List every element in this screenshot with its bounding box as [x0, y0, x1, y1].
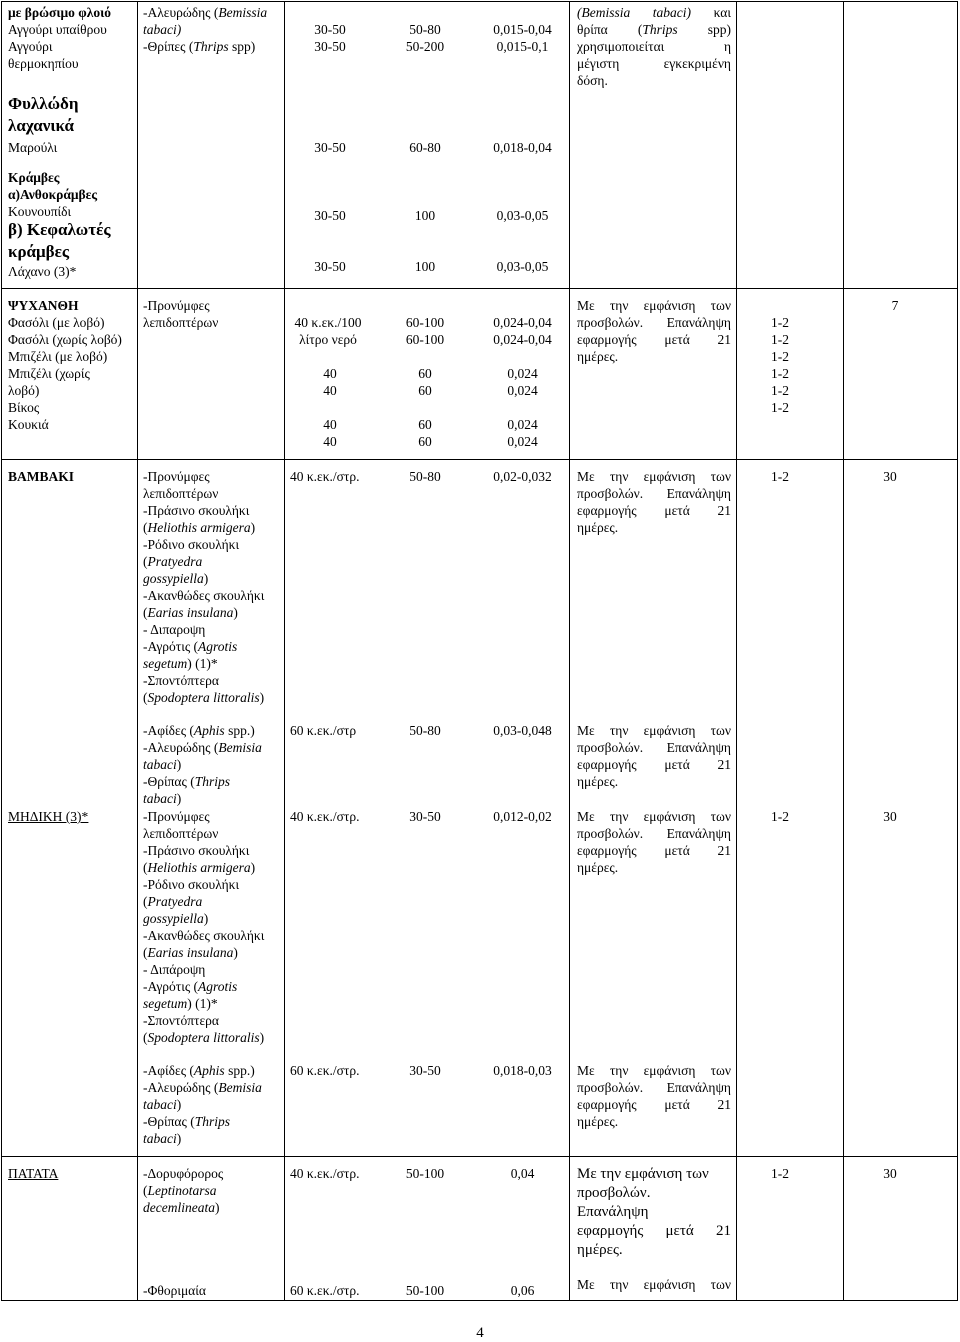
pest-name: -Πράσινο σκουλήκι [143, 843, 250, 858]
application-note: (Bemissia tabaci) και θρίπα (Thrips spp) χρησιμοποιείται η μέγιστη εγκεκριμένη δόση. [577, 5, 731, 88]
crop-category: ΜΗΔΙΚΗ (3)* [8, 809, 89, 824]
pest-name: gossypiella) [143, 911, 209, 926]
pest-name: -Αφίδες (Aphis spp.) [143, 723, 255, 738]
crop-name: λοβό) [8, 383, 40, 398]
crop-category: λαχανικά [8, 116, 74, 135]
spray-volume: 50-80 [409, 22, 441, 37]
spray-volume: 50-200 [405, 39, 445, 54]
column-divider [569, 1, 570, 1301]
preharvest-interval: 30 [883, 809, 897, 824]
dose-per-100l: 30-50 [314, 140, 346, 155]
pest-name: -Ακανθώδες σκουλήκι [143, 588, 265, 603]
pest-name: (Pratyedra [143, 894, 203, 909]
active-ingredient: 0,015-0,1 [496, 39, 549, 54]
row-divider [1, 288, 958, 289]
spray-volume: 50-100 [405, 1166, 445, 1181]
active-ingredient: 0,015-0,04 [493, 22, 552, 37]
column-divider [137, 1, 138, 1301]
dose-per-stremma: 40 κ.εκ./στρ. [290, 469, 360, 484]
active-ingredient: 0,018-0,03 [493, 1063, 552, 1078]
pest-name: -Προνύμφες [143, 809, 210, 824]
pest-name: -Προνύμφες [143, 298, 210, 313]
number-of-applications: 1-2 [771, 809, 789, 824]
active-ingredient: 0,03-0,05 [496, 208, 549, 223]
preharvest-interval: 30 [883, 1166, 897, 1181]
spray-volume: 50-100 [405, 1283, 445, 1298]
active-ingredient: 0,018-0,04 [493, 140, 552, 155]
crop-name: Λάχανο (3)* [8, 264, 77, 279]
application-note: Με την εμφάνιση των προσβολών. Επανάληψη εφαρμογής μετά 21 ημέρες. [577, 1063, 731, 1129]
active-ingredient: 0,02-0,032 [493, 469, 552, 484]
active-ingredient: 0,024-0,04 [493, 332, 552, 347]
application-note: Με την εμφάνιση των [577, 1277, 731, 1292]
spray-volume: 60-80 [409, 140, 441, 155]
pest-name: -Αγρότις (Agrotis [143, 639, 238, 654]
active-ingredient: 0,024 [507, 417, 538, 432]
crop-name: Μπιζέλι (με λοβό) [8, 349, 108, 364]
spray-volume: 100 [414, 208, 436, 223]
spray-volume: 50-80 [409, 469, 441, 484]
application-note: Με την εμφάνιση των προσβολών. Επανάληψη εφαρμογής μετά 21 ημέρες. [577, 298, 731, 364]
crop-category: ΒΑΜΒΑΚΙ [8, 469, 75, 484]
pest-name: -Αγρότις (Agrotis [143, 979, 238, 994]
pest-name: λεπιδοπτέρων [143, 826, 219, 841]
pest-name: -Φθοριμαία [143, 1283, 206, 1298]
preharvest-interval: 30 [883, 469, 897, 484]
application-note: Με την εμφάνιση των προσβολών. Επανάληψη εφαρμογής μετά 21 ημέρες. [577, 723, 731, 789]
number-of-applications: 1-2 [771, 366, 789, 381]
dose-per-100l: 30-50 [314, 22, 346, 37]
spray-volume: 30-50 [409, 1063, 441, 1078]
pest-name: -Προνύμφες [143, 469, 210, 484]
page-number: 4 [476, 1325, 484, 1341]
pest-latin: Thrips [193, 39, 229, 54]
dose-per-100l: 40 [323, 383, 337, 398]
spray-volume: 30-50 [409, 809, 441, 824]
spray-volume: 60 [418, 434, 432, 449]
pest-name: segetum) (1)* [143, 656, 218, 671]
dose-per-stremma: 40 κ.εκ./στρ. [290, 809, 360, 824]
active-ingredient: 0,024-0,04 [493, 315, 552, 330]
pest-name: -Αλευρώδης (Bemisia [143, 1080, 262, 1095]
active-ingredient: 0,024 [507, 383, 538, 398]
active-ingredient: 0,03-0,05 [496, 259, 549, 274]
pest-name: -Αλευρώδης (Bemisia [143, 740, 262, 755]
pest-name: -Θρίπας (Thrips [143, 774, 231, 789]
crop-subcategory: β) Κεφαλωτές [8, 220, 111, 239]
dose-per-100l: 40 [323, 417, 337, 432]
spray-volume: 60-100 [405, 315, 445, 330]
pest-name: gossypiella) [143, 571, 209, 586]
dose-per-100l: 40 κ.εκ./100 [294, 315, 362, 330]
crop-name: Μπιζέλι (χωρίς [8, 366, 90, 381]
pest-name: λεπιδοπτέρων [143, 486, 219, 501]
crop-category: ΠΑΤΑΤΑ [8, 1166, 59, 1181]
number-of-applications: 1-2 [771, 400, 789, 415]
pest-name: tabaci) [143, 757, 182, 772]
pest-name: (Heliothis armigera) [143, 860, 256, 875]
dose-per-100l: 40 [323, 434, 337, 449]
crop-name: Αγγούρι [8, 39, 53, 54]
crop-name: Μαρούλι [8, 140, 58, 155]
pest-latin: tabaci) [143, 22, 182, 37]
column-divider [736, 1, 737, 1301]
column-divider [284, 1, 285, 1301]
pest-name: -Πράσινο σκουλήκι [143, 503, 250, 518]
pest-name: -Θρίπας (Thrips [143, 1114, 231, 1129]
dose-per-stremma: 40 κ.εκ./στρ. [290, 1166, 360, 1181]
crop-subcategory: α)Ανθοκράμβες [8, 187, 98, 202]
dose-per-100l: 30-50 [314, 259, 346, 274]
crop-name: Κουκιά [8, 417, 49, 432]
crop-name: Κουνουπίδι [8, 204, 72, 219]
pest-name: tabaci) [143, 1131, 182, 1146]
active-ingredient: 0,024 [507, 366, 538, 381]
pest-name: -Αλευρώδης (Bemissia [143, 5, 268, 20]
spray-volume: 100 [414, 259, 436, 274]
crop-category: Κράμβες [8, 170, 60, 185]
pest-latin: Bemissia [218, 5, 268, 20]
crop-category: ΨΥΧΑΝΘΗ [8, 298, 79, 313]
crop-name: με βρώσιμο φλοιό [8, 5, 112, 20]
pest-name: segetum) (1)* [143, 996, 218, 1011]
number-of-applications: 1-2 [771, 1166, 789, 1181]
number-of-applications: 1-2 [771, 383, 789, 398]
pest-name: (Earias insulana) [143, 945, 238, 960]
pest-name: (Pratyedra [143, 554, 203, 569]
pest-name: -Θρίπες (Thrips spp) [143, 39, 256, 54]
pest-name: tabaci) [143, 791, 182, 806]
pest-name: tabaci) [143, 1097, 182, 1112]
active-ingredient: 0,06 [510, 1283, 535, 1298]
crop-name: Φασόλι (χωρίς λοβό) [8, 332, 122, 347]
preharvest-interval: 7 [891, 298, 899, 313]
number-of-applications: 1-2 [771, 332, 789, 347]
dose-per-100l: λίτρο νερό [299, 332, 357, 347]
crop-category: Φυλλώδη [8, 94, 79, 113]
spray-volume: 60 [418, 383, 432, 398]
row-divider [1, 1156, 958, 1157]
dose-per-stremma: 60 κ.εκ./στρ [290, 723, 357, 738]
pest-name: -Δορυφόρορος [143, 1166, 224, 1181]
pest-name: -Σποντόπτερα [143, 673, 219, 688]
spray-volume: 60 [418, 417, 432, 432]
crop-name: Φασόλι (με λοβό) [8, 315, 105, 330]
dose-per-stremma: 60 κ.εκ./στρ. [290, 1063, 360, 1078]
pest-name: λεπιδοπτέρων [143, 315, 219, 330]
application-note: Με την εμφάνιση των προσβολών. Επανάληψη εφαρμογής μετά 21 ημέρες. [577, 469, 731, 535]
active-ingredient: 0,04 [510, 1166, 535, 1181]
pest-name: (Spodoptera littoralis) [143, 1030, 265, 1045]
spray-volume: 60-100 [405, 332, 445, 347]
crop-name: θερμοκηπίου [8, 56, 79, 71]
row-divider [1, 459, 958, 460]
crop-name: Βίκος [8, 400, 40, 415]
active-ingredient: 0,03-0,048 [493, 723, 552, 738]
pest-name: - Διπαροψη [143, 622, 206, 637]
number-of-applications: 1-2 [771, 315, 789, 330]
pest-name: -Ακανθώδες σκουλήκι [143, 928, 265, 943]
dose-per-100l: 30-50 [314, 39, 346, 54]
pest-name: (Spodoptera littoralis) [143, 690, 265, 705]
pest-name: -Ρόδινο σκουλήκι [143, 877, 240, 892]
pest-name: -Ρόδινο σκουλήκι [143, 537, 240, 552]
pest-name: (Heliothis armigera) [143, 520, 256, 535]
pest-name: (Earias insulana) [143, 605, 238, 620]
pest-name: - Διπάροψη [143, 962, 206, 977]
pest-name: decemlineata) [143, 1200, 220, 1215]
dose-per-100l: 40 [323, 366, 337, 381]
pest-name: -Σποντόπτερα [143, 1013, 219, 1028]
application-note: Με την εμφάνιση των προσβολών. Επανάληψη εφαρμογής μετά 21 ημέρες. [577, 1166, 731, 1258]
pest-name: (Leptinotarsa [143, 1183, 217, 1198]
active-ingredient: 0,012-0,02 [493, 809, 552, 824]
spray-volume: 60 [418, 366, 432, 381]
dose-per-stremma: 60 κ.εκ./στρ. [290, 1283, 360, 1298]
active-ingredient: 0,024 [507, 434, 538, 449]
pest-name [143, 21, 181, 38]
pest-name: -Αφίδες (Aphis spp.) [143, 1063, 255, 1078]
crop-subcategory: κράμβες [8, 242, 70, 261]
dose-per-100l: 30-50 [314, 208, 346, 223]
number-of-applications: 1-2 [771, 469, 789, 484]
column-divider [843, 1, 844, 1301]
application-note: Με την εμφάνιση των προσβολών. Επανάληψη εφαρμογής μετά 21 ημέρες. [577, 809, 731, 875]
number-of-applications: 1-2 [771, 349, 789, 364]
spray-volume: 50-80 [409, 723, 441, 738]
crop-name: Αγγούρι υπαίθρου [8, 22, 107, 37]
